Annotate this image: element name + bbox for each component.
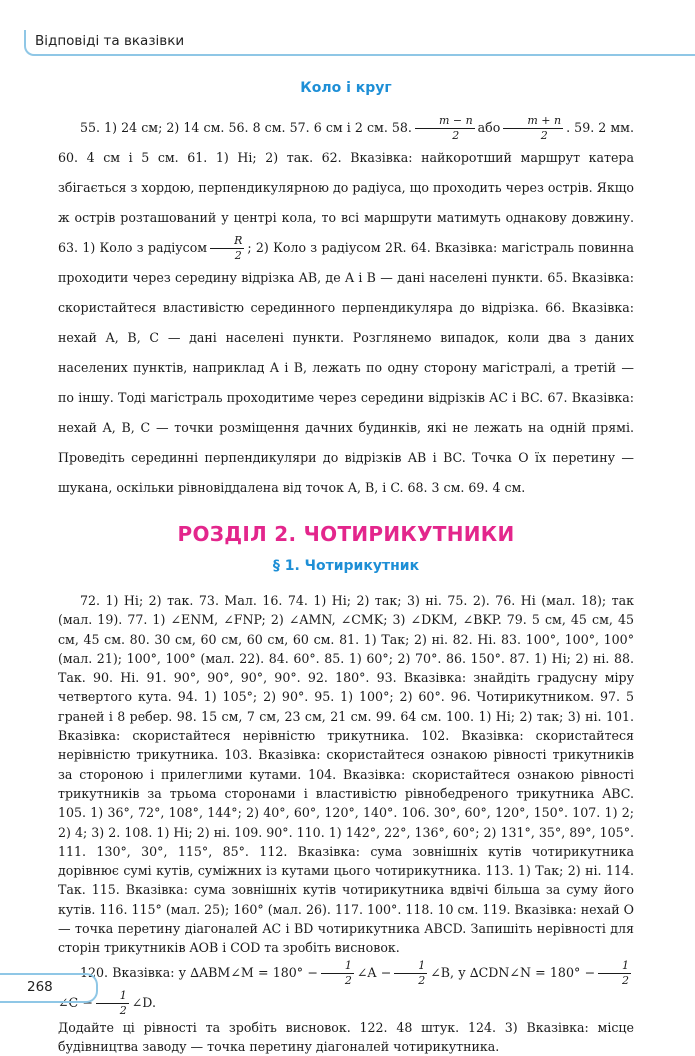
fraction <box>96 989 129 1018</box>
text-segment: 120. Вказівка: у ∆ABM∠M = 180° − <box>80 964 318 980</box>
text-segment: або <box>477 120 501 135</box>
answers-120-124: Додайте ці рівності та зробіть висновок. 122. 48 штук. 124. 3) Вказівка: місце будівництва заводу — точка перетину діагоналей чотирикутника. <box>58 1019 634 1054</box>
text-segment: ∠C − <box>58 994 93 1010</box>
page-footer <box>0 973 98 1003</box>
section-title-circle: Коло і круг <box>300 80 392 96</box>
fraction <box>321 959 354 988</box>
fraction-denominator: 2 <box>234 249 242 262</box>
fraction-numerator: R <box>210 234 244 249</box>
fraction-numerator: m + n <box>503 114 563 129</box>
fraction <box>503 114 563 143</box>
fraction <box>394 959 427 988</box>
fraction-numerator: 1 <box>394 959 427 974</box>
fraction <box>598 959 631 988</box>
text-segment: ∠A − <box>356 964 392 980</box>
running-header <box>24 30 695 56</box>
fraction-denominator: 2 <box>418 973 426 987</box>
section-title-quadrilateral: § 1. Чотирикутник <box>272 558 420 574</box>
text-segment: 55. 1) 24 см; 2) 14 см. 56. 8 см. 57. 6 см і 2 см. 58. <box>80 120 412 135</box>
text-segment: . 59. 2 мм. 60. 4 см і 5 см. 61. 1) Ні; 2) так. 62. Вказівка: найкоротший маршрут катера збігається з хордою, перпендикулярною до радіуса, що проходить через острів. Якщо ж острів розташований у центрі кола, то всі маршрути матимуть однакову довжину. 63. 1) Коло з радіусом <box>58 120 634 255</box>
fraction-numerator: 1 <box>96 989 129 1004</box>
fraction-denominator: 2 <box>622 973 630 987</box>
answer-120 <box>58 958 634 1018</box>
answers-55-69 <box>58 113 634 503</box>
header-title: Відповіді та вказівки <box>35 33 185 49</box>
fraction-numerator: 1 <box>598 959 631 974</box>
fraction <box>415 114 475 143</box>
text-segment: ∠D. <box>131 994 156 1010</box>
answers-72-119: 72. 1) Ні; 2) так. 73. Мал. 16. 74. 1) Ні; 2) так; 3) ні. 75. 2). 76. Ні (мал. 18); так (мал. 19). 77. 1) ∠ENM, ∠FNP; 2) ∠AMN, ∠CMK; 3) ∠DKM, ∠BKP. 79. 5 см, 45 см, 45 см, 45 см. 80. 30 см, 60 см, 60 см, 60 см. 81. 1) Так; 2) ні. 82. Ні. 83. 100°, 100°, 100° (мал. 21); 100°, 100° (мал. 22). 84. 60°. 85. 1) 60°; 2) 70°. 86. 150°. 87. 1) Ні; 2) ні. 88. Так. 90. Ні. 91. 90°, 90°, 90°, 90°. 92. 180°. 93. Вказівка: знайдіть градусну міру четвертого кута. 94. 1) 105°; 2) 90°. 95. 1) 100°; 2) 60°. 96. Чотирикутником. 97. 5 граней і 8 ребер. 98. 15 см, 7 см, 23 см, 21 см. 99. 64 см. 100. 1) Ні; 2) так; 3) ні. 101. Вказівка: скористайтеся нерівністю трикутника. 102. Вказівка: скористайтеся нерівністю трикутника. 103. Вказівка: скористайтеся ознакою рівності трикутників за стороною і прилеглими кутами. 104. Вказівка: скористайтеся ознакою рівності трикутників за трьома сторонами і властивістю рівнобедреного трикутника ABC. 105. 1) 36°, 72°, 108°, 144°; 2) 40°, 60°, 120°, 140°. 106. 30°, 60°, 120°, 150°. 107. 1) 2; 2) 4; 3) 2. 108. 1) Ні; 2) ні. 109. 90°. 110. 1) 142°, 22°, 136°, 60°; 2) 131°, 35°, 89°, 105°. 111. 130°, 30°, 115°, 85°. 112. Вказівка: сума зовнішніх кутів чотирикутника дорівнює сумі кутів, суміжних із кутами цього чотирикутника. 113. 1) Так; 2) ні. 114. Так. 115. Вказівка: сума зовнішніх кутів чотирикутника вдвічі більша за суму його кутів. 116. 115° (мал. 25); 160° (мал. 26). 117. 100°. 118. 10 см. 119. Вказівка: нехай O — точка перетину діагоналей AC і BD чотирикутника ABCD. Запишіть нерівності для сторін трикутників AOB і COD та зробіть висновок. <box>58 593 634 956</box>
fraction-denominator: 2 <box>540 129 548 142</box>
fraction-denominator: 2 <box>119 1003 127 1017</box>
fraction <box>210 234 244 263</box>
page-content <box>58 78 634 1056</box>
page-number: 268 <box>27 979 53 995</box>
text-segment: ∠B, у ∆CDN∠N = 180° − <box>430 964 596 980</box>
fraction-numerator: 1 <box>321 959 354 974</box>
fraction-numerator: m − n <box>415 114 475 129</box>
text-segment: ; 2) Коло з радіусом 2R. 64. Вказівка: магістраль повинна проходити через середину відрізка AB, де A і B — дані населені пункти. 65. Вказівка: скористайтеся властивістю серединного перпендикуляра до відрізка. 66. Вказівка: нехай A, B, C — дані населені пункти. Розглянемо випадок, коли два з даних населених пунктів, наприклад A і B, лежать по одну сторону магістралі, а третій — по іншу. Тоді магістраль проходитиме через середини відрізків AC і BC. 67. Вказівка: нехай A, B, C — точки розміщення дачних будинків, які не лежать на одній прямі. Проведіть серединні перпендикуляри до відрізків AB і BC. Точка O їх перетину — шукана, оскільки рівновіддалена від точок A, B, і C. 68. 3 см. 69. 4 см. <box>58 240 634 495</box>
chapter-title: РОЗДІЛ 2. ЧОТИРИКУТНИКИ <box>177 522 515 546</box>
fraction-denominator: 2 <box>344 973 352 987</box>
fraction-denominator: 2 <box>452 129 460 142</box>
